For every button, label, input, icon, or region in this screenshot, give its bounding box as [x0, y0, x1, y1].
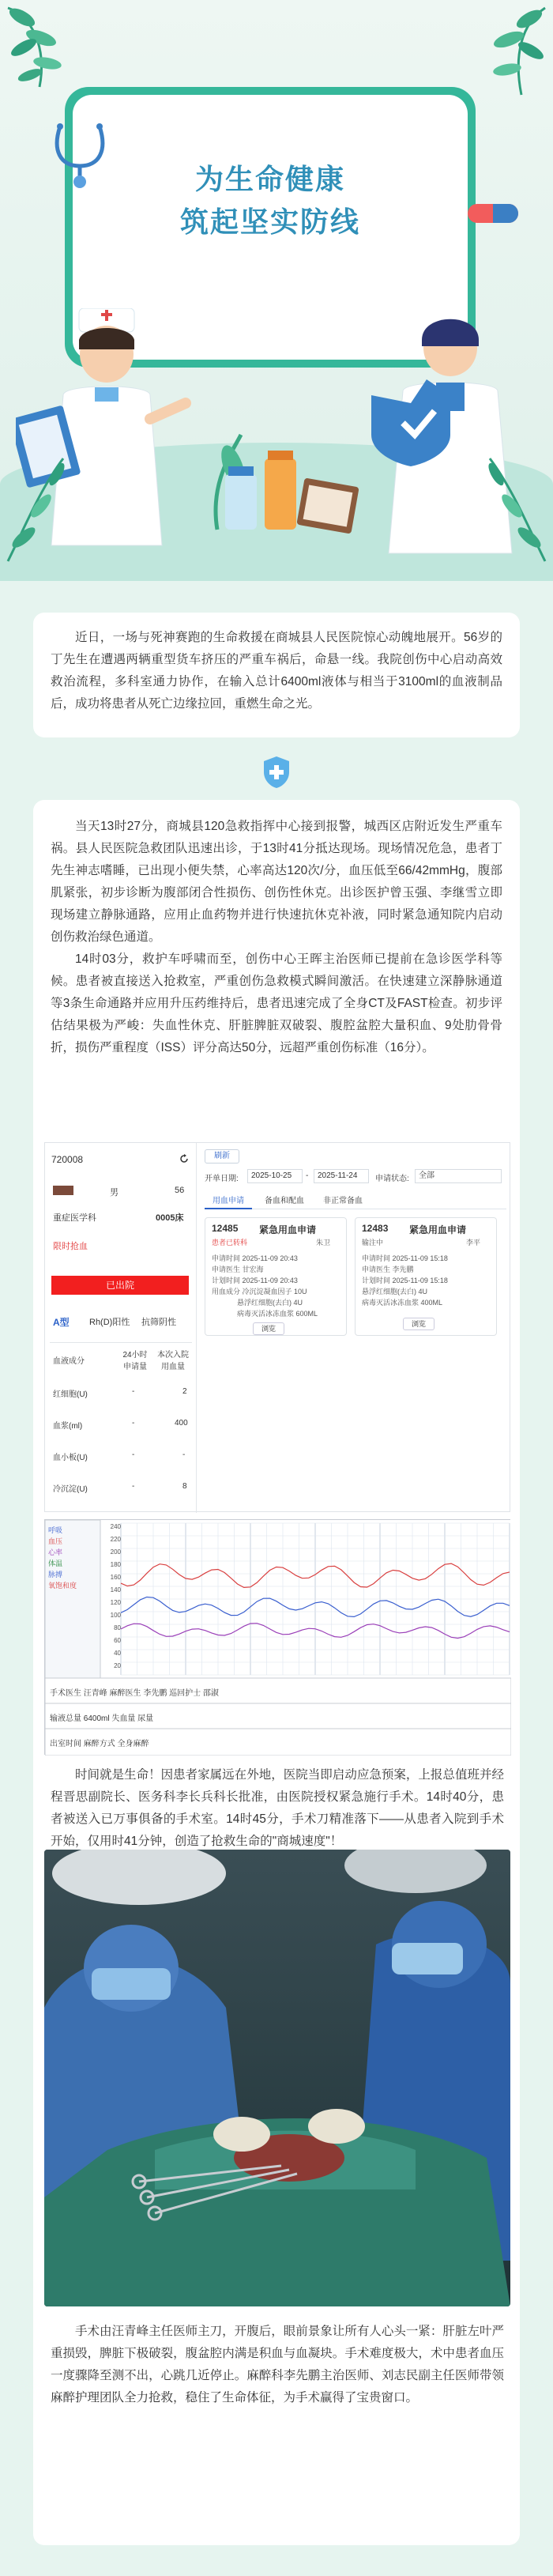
browse-button[interactable]: 浏览 — [253, 1322, 284, 1335]
tick-label: 120 — [110, 1599, 121, 1606]
request-line: 用血成分 冷沉淀凝血因子 10U — [212, 1288, 307, 1296]
legend-item: 氧饱和度 — [48, 1582, 77, 1590]
table-cell: - — [132, 1450, 135, 1459]
intro-paragraph: 近日，一场与死神赛跑的生命救援在商城县人民医院惊心动魄地展开。56岁的丁先生在遭遇两辆重型货车挤压的严重车祸后，命悬一线。我院创伤中心启动高效救治流程，多科室通力协作，在输入总计6400ml液体与相当于3100ml的血液制品后，成功将患者从死亡边缘拉回，重燃生命之光。 — [51, 631, 502, 711]
leaf-decoration-icon — [466, 443, 553, 569]
legend-item: 血压 — [48, 1537, 63, 1545]
tab-bar — [205, 1194, 506, 1209]
patient-panel — [45, 1143, 197, 1513]
refresh-icon[interactable] — [179, 1154, 189, 1164]
patient-department: 重症医学科 — [53, 1213, 96, 1223]
legend-item: 心率 — [48, 1548, 63, 1556]
tick-label: 200 — [110, 1548, 121, 1556]
tick-label: 180 — [110, 1561, 121, 1568]
table-cell: 血浆(ml) — [53, 1422, 83, 1431]
antibody-screen: 抗筛阴性 — [141, 1318, 176, 1327]
table-header: 血液成分 — [53, 1357, 85, 1366]
patient-bed: 0005床 — [156, 1213, 184, 1223]
request-card[interactable] — [205, 1217, 347, 1336]
tick-label: 240 — [110, 1523, 121, 1530]
blood-type: A型 — [53, 1317, 70, 1328]
request-line: 申请时间 2025-11-09 20:43 — [212, 1254, 298, 1262]
tick-label: 160 — [110, 1574, 121, 1581]
tick-column — [102, 1520, 121, 1678]
request-title: 紧急用血申请 — [409, 1224, 467, 1235]
hero-title — [73, 158, 468, 243]
request-line: 计划时间 2025-11-09 20:43 — [212, 1277, 298, 1284]
paragraph-3-wrap — [51, 1764, 504, 1853]
patient-name-mask — [53, 1186, 73, 1195]
paragraph-4-wrap — [51, 2321, 504, 2409]
request-line: 病毒灭活冰冻血浆 600ML — [237, 1310, 318, 1318]
request-line: 计划时间 2025-11-09 15:18 — [362, 1277, 448, 1284]
hero-title-line1: 为生命健康 — [194, 163, 345, 195]
legend-item: 体温 — [48, 1560, 63, 1567]
request-line: 申请医生 李先鹏 — [362, 1265, 414, 1273]
rh-type: Rh(D)阳性 — [89, 1318, 130, 1327]
request-line: 病毒灭活冰冻血浆 400ML — [362, 1299, 443, 1307]
table-header: 本次入院用血量 — [157, 1351, 189, 1371]
request-person: 李平 — [466, 1239, 481, 1247]
tick-label: 100 — [110, 1612, 121, 1619]
refresh-button[interactable]: 刷新 — [205, 1149, 239, 1164]
footer-row: 出室时间 麻醉方式 全身麻醉 — [50, 1740, 149, 1748]
hero-title-line2: 筑起坚实防线 — [179, 206, 360, 238]
request-no: 12483 — [362, 1223, 389, 1234]
blood-usage-table — [50, 1342, 192, 1500]
hero-banner — [0, 0, 553, 581]
request-no: 12485 — [212, 1223, 239, 1234]
blood-request-screenshot — [44, 1142, 510, 1512]
table-cell: 血小板(U) — [53, 1454, 88, 1462]
capsule-icon — [466, 198, 521, 229]
urgent-tag: 限时抢血 — [53, 1242, 88, 1251]
table-cell: 8 — [182, 1482, 187, 1491]
browse-button[interactable]: 浏览 — [403, 1318, 434, 1330]
request-status: 输注中 — [362, 1239, 384, 1247]
table-cell: - — [132, 1419, 135, 1428]
table-cell: - — [182, 1450, 186, 1459]
tab-prepare[interactable]: 备血和配血 — [265, 1197, 304, 1205]
footer-row: 手术医生 汪青峰 麻醉医生 李先鹏 巡回护士 邵淑 — [50, 1689, 219, 1698]
table-cell: 400 — [175, 1419, 188, 1428]
request-title: 紧急用血申请 — [259, 1224, 317, 1235]
date-separator: - — [306, 1171, 309, 1180]
filter-status-label: 申请状态: — [375, 1175, 409, 1183]
tab-blood-request[interactable]: 用血申请 — [205, 1194, 252, 1209]
patient-age: 56 — [175, 1186, 185, 1195]
table-cell: - — [132, 1482, 135, 1491]
request-person: 朱卫 — [316, 1239, 331, 1247]
filter-date-label: 开单日期: — [205, 1175, 239, 1183]
paragraph-4: 手术由汪青峰主任医师主刀，开腹后，眼前景象让所有人心头一紧：肝脏左叶严重损毁，脾脏下极破裂，腹盆腔内满是积血与血凝块。手术难度极大，术中患者血压一度骤降至测不出，心跳几近停止。麻醉科李先鹏主治医师、刘志民副主任医师带领麻醉护理团队全力抢救，稳住了生命体征，为手术赢得了宝贵窗口。 — [51, 2325, 504, 2404]
tick-label: 60 — [114, 1637, 121, 1644]
patient-gender: 男 — [110, 1188, 118, 1197]
request-line: 申请医生 甘宏海 — [212, 1265, 264, 1273]
anesthesia-record-screenshot — [44, 1519, 510, 1755]
table-cell: - — [132, 1387, 135, 1396]
paragraph-2: 14时03分，救护车呼啸而至，创伤中心王晖主治医师已提前在急诊医学科等候。患者被直接送入抢救室，严重创伤急救模式瞬间激活。在快速建立深静脉通道等3条生命通路并应用升压药维持后，患者迅速完成了全身CT及FAST检查。初步评估结果极为严峻：失血性休克、肝脏脾脏双破裂、腹腔盆腔大量积血、9处肋骨骨折，损伤严重程度（ISS）评分高达50分，远超严重创伤标准（16分）。 — [51, 952, 502, 1054]
legend-column — [48, 1525, 97, 1591]
leaf-decoration-icon — [0, 443, 87, 569]
request-panel — [200, 1143, 511, 1513]
date-to-input[interactable]: 2025-11-24 — [314, 1169, 369, 1183]
medicine-bottles-icon — [201, 419, 367, 537]
tick-label: 220 — [110, 1536, 121, 1543]
request-line: 悬浮红细胞(去白) 4U — [237, 1299, 303, 1307]
surgery-scene-image — [44, 1850, 510, 2306]
paragraph-1: 当天13时27分，商城县120急救指挥中心接到报警，城西区店附近发生严重车祸。县人民医院急救团队迅速出诊，于13时41分抵达现场。现场情况危急，患者丁先生神志嗜睡，已出现小便失禁，心率高达120次/分，血压低至66/42mmHg，腹部肌紧张，初步诊断为腹部闭合性损伤、创伤性休克。出诊医护曾玉强、李继雪立即现场建立静脉通路，应用止血药物并进行快速抗休克补液，同时紧急通知院内启动创伤救治绿色通道。 — [51, 820, 502, 944]
request-line: 申请时间 2025-11-09 15:18 — [362, 1254, 448, 1262]
request-status: 患者已转科 — [212, 1239, 248, 1247]
discharged-button[interactable]: 已出院 — [51, 1276, 189, 1295]
surgery-photo — [44, 1850, 510, 2306]
legend-item: 脉搏 — [48, 1571, 63, 1578]
footer-row: 输液总量 6400ml 失血量 尿量 — [50, 1714, 154, 1723]
intro-card — [33, 613, 520, 737]
tick-label: 140 — [110, 1586, 121, 1593]
table-header: 24小时申请量 — [122, 1351, 148, 1371]
date-from-input[interactable]: 2025-10-25 — [247, 1169, 303, 1183]
request-card[interactable] — [355, 1217, 497, 1336]
request-line: 悬浮红细胞(去白) 4U — [362, 1288, 427, 1296]
patient-id: 720008 — [51, 1154, 84, 1165]
paragraph-3: 时间就是生命！因患者家属远在外地，医院当即启动应急预案，上报总值班并经程晋思副院长、医务科李长兵科长批准，由医院授权紧急施行手术。14时40分，患者被送入已万事俱备的手术室。14时45分，手术刀精准落下——从患者入院到手术开始，仅用时41分钟，创造了抢救生命的"商城速度"！ — [51, 1768, 504, 1848]
tick-label: 80 — [114, 1624, 121, 1631]
table-cell: 2 — [182, 1387, 187, 1396]
table-cell: 冷沉淀(U) — [53, 1485, 88, 1494]
status-select[interactable]: 全部 — [415, 1169, 502, 1183]
tab-abnormal[interactable]: 非正常备血 — [323, 1197, 363, 1205]
legend-item: 呼吸 — [48, 1526, 63, 1534]
tick-label: 40 — [114, 1650, 121, 1657]
table-cell: 红细胞(U) — [53, 1390, 88, 1399]
tick-label: 20 — [114, 1662, 121, 1669]
shield-plus-icon — [261, 755, 292, 790]
